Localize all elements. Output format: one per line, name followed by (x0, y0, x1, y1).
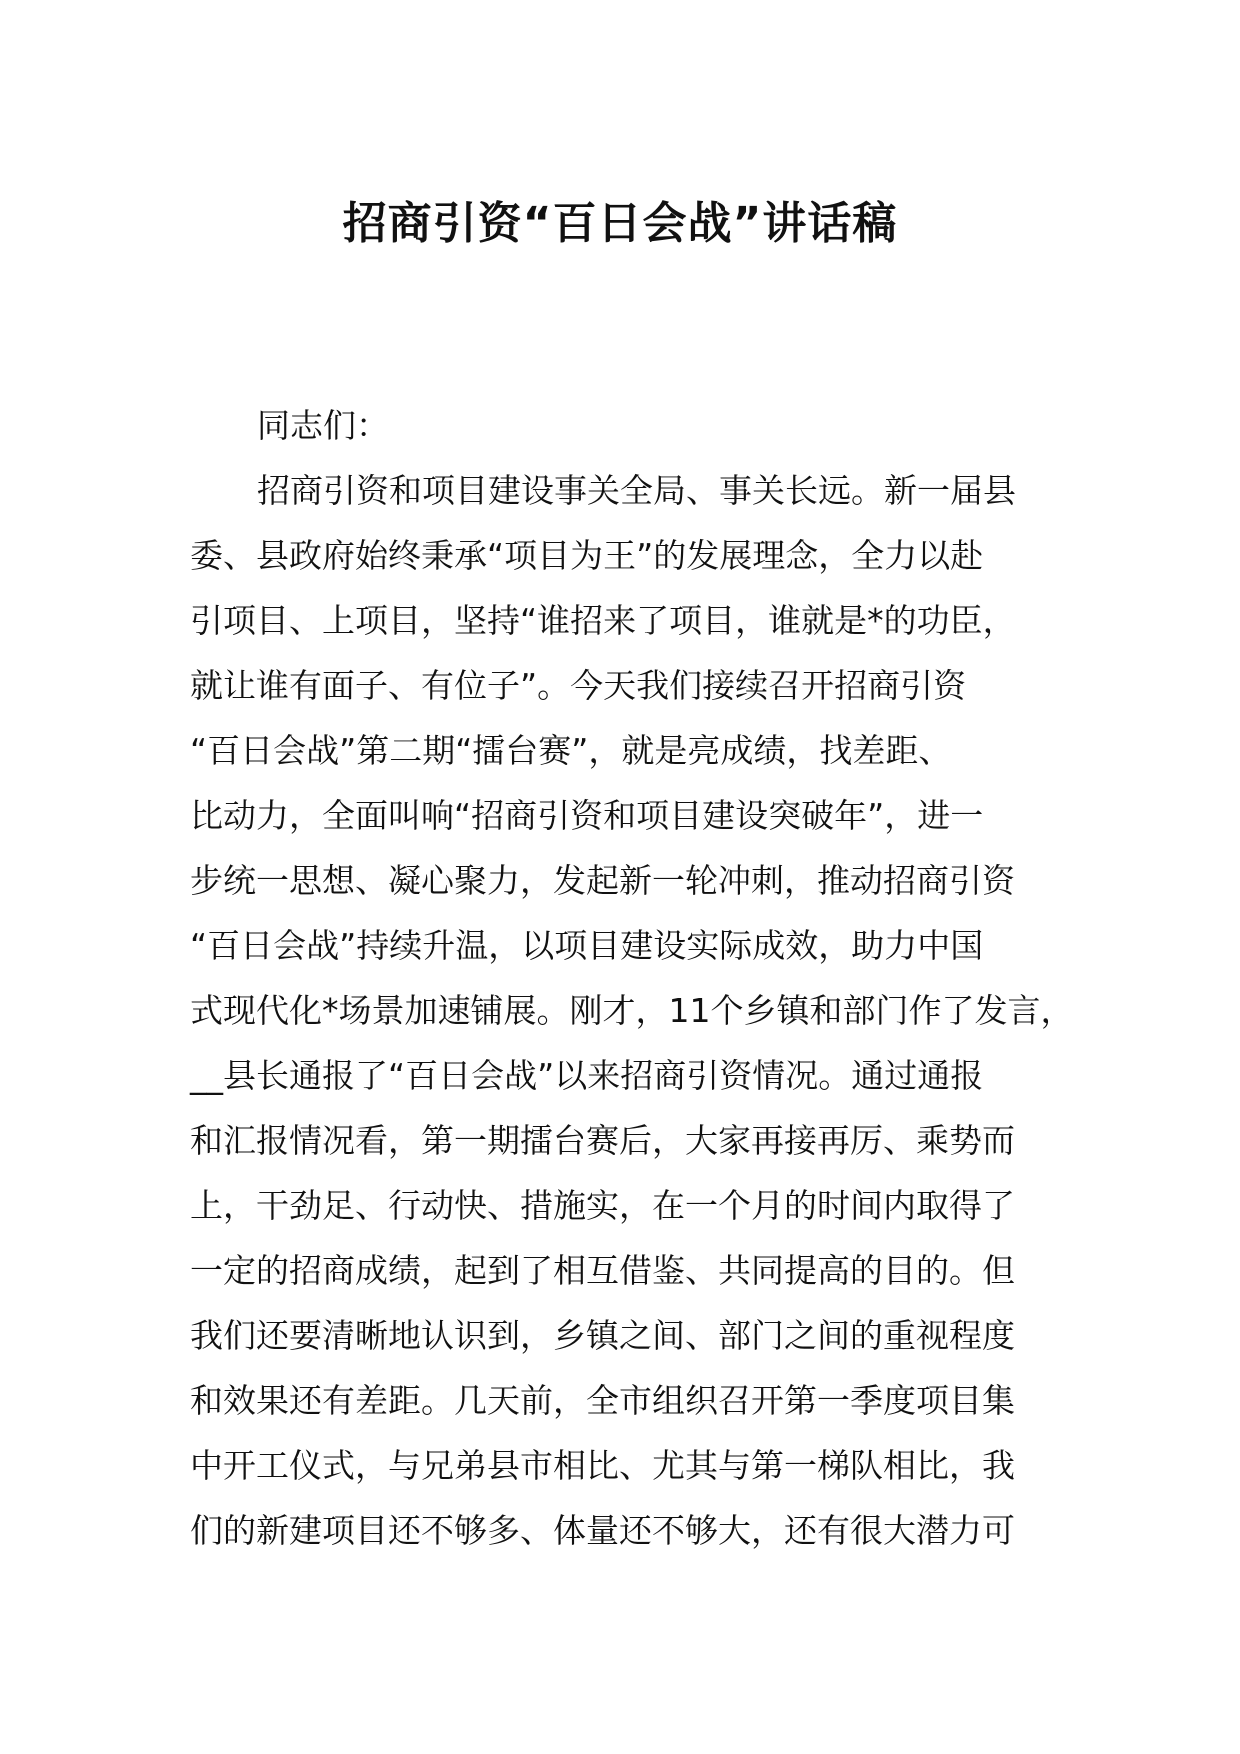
paragraph-line: 一定的招商成绩，起到了相互借鉴、共同提高的目的。但 (190, 1251, 1015, 1290)
document-body (190, 393, 1074, 1563)
paragraph-line: 上，干劲足、行动快、措施实，在一个月的时间内取得了 (190, 1186, 1015, 1225)
paragraph-line: 我们还要清晰地认识到，乡镇之间、部门之间的重视程度 (190, 1316, 1015, 1355)
paragraph-line: 们的新建项目还不够多、体量还不够大，还有很大潜力可 (190, 1511, 1015, 1550)
paragraph-line: “百日会战”持续升温，以项目建设实际成效，助力中国 (190, 926, 984, 965)
paragraph-line: 和汇报情况看，第一期擂台赛后，大家再接再厉、乘势而 (190, 1121, 1015, 1160)
paragraph-line: __县长通报了“百日会战”以来招商引资情况。通过通报 (190, 1056, 984, 1095)
paragraph-line: 引项目、上项目，坚持“谁招来了项目，谁就是*的功臣， (190, 601, 1016, 640)
paragraph-line: “百日会战”第二期“擂台赛”，就是亮成绩，找差距、 (190, 731, 952, 770)
paragraph-line: 和效果还有差距。几天前，全市组织召开第一季度项目集 (190, 1381, 1015, 1420)
paragraph-line: 招商引资和项目建设事关全局、事关长远。新一届县 (257, 471, 1016, 510)
paragraph-line: 就让谁有面子、有位子”。今天我们接续召开招商引资 (190, 666, 967, 705)
paragraph-line: 中开工仪式，与兄弟县市相比、尤其与第一梯队相比，我 (190, 1446, 1015, 1485)
paragraph-line: 步统一思想、凝心聚力，发起新一轮冲刺，推动招商引资 (190, 861, 1015, 900)
paragraph-line: 委、县政府始终秉承“项目为王”的发展理念，全力以赴 (190, 536, 984, 575)
paragraph-line: 式现代化*场景加速铺展。刚才，11个乡镇和部门作了发言， (190, 991, 1074, 1030)
paragraph-line: 比动力，全面叫响“招商引资和项目建设突破年”，进一 (190, 796, 984, 835)
salutation-line: 同志们： (257, 406, 389, 445)
document-title: 招商引资“百日会战”讲话稿 (342, 198, 898, 249)
